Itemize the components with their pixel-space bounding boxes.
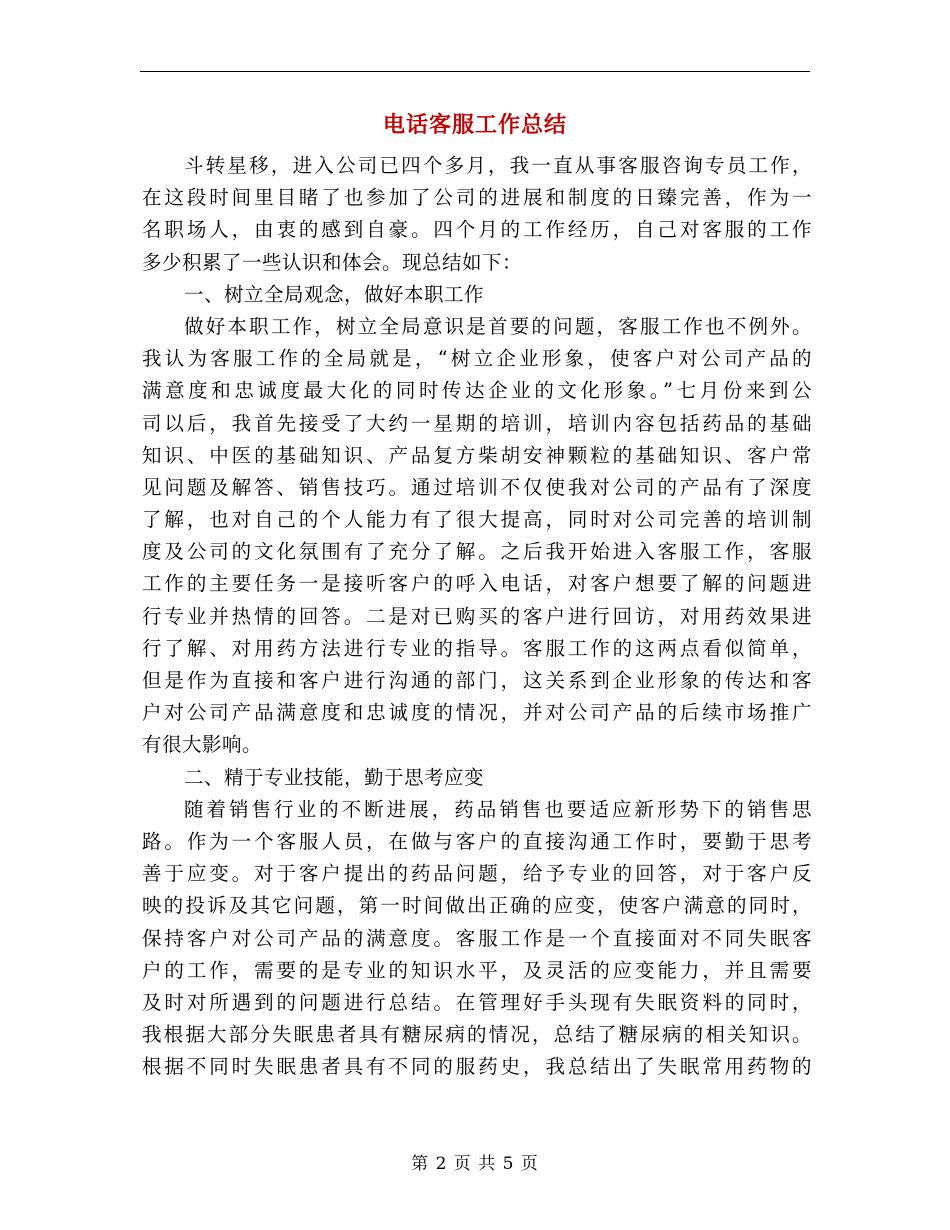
body-line: 户的工作，需要的是专业的知识水平，及灵活的应变能力，并且需要: [142, 958, 812, 982]
document-body: [142, 150, 812, 1083]
body-line: 根据不同时失眠患者具有不同的服药史，我总结出了失眠常用药物的: [142, 1055, 812, 1079]
body-line: 户对公司产品满意度和忠诚度的情况，并对公司产品的后续市场推广: [142, 701, 812, 725]
body-line: 在这段时间里目睹了也参加了公司的进展和制度的日臻完善，作为一: [142, 186, 812, 210]
body-line: 映的投诉及其它问题，第一时间做出正确的应变，使客户满意的同时，: [142, 894, 812, 918]
body-line: 知识、中医的基础知识、产品复方柴胡安神颗粒的基础知识、客户常: [142, 443, 812, 467]
body-line: 度及公司的文化氛围有了充分了解。之后我开始进入客服工作，客服: [142, 540, 812, 564]
body-line: 保持客户对公司产品的满意度。客服工作是一个直接面对不同失眠客: [142, 926, 812, 950]
body-line: 一、树立全局观念，做好本职工作: [184, 282, 485, 306]
body-line: 我根据大部分失眠患者具有糖尿病的情况，总结了糖尿病的相关知识。: [142, 1023, 812, 1047]
body-line: 多少积累了一些认识和体会。现总结如下：: [142, 250, 523, 274]
body-line: 二、精于专业技能，勤于思考应变: [184, 765, 485, 789]
document-title: 电话客服工作总结: [382, 112, 567, 138]
body-line: 行了解、对用药方法进行专业的指导。客服工作的这两点看似简单，: [142, 636, 812, 660]
body-line: 随着销售行业的不断进展，药品销售也要适应新形势下的销售思: [184, 797, 812, 821]
page-number: 第 2 页 共 5 页: [411, 1154, 539, 1174]
body-line: 司以后，我首先接受了大约一星期的培训，培训内容包括药品的基础: [142, 411, 812, 435]
body-line: 但是作为直接和客户进行沟通的部门，这关系到企业形象的传达和客: [142, 669, 812, 692]
body-line: 及时对所遇到的问题进行总结。在管理好手头现有失眠资料的同时，: [142, 990, 812, 1014]
body-line: 工作的主要任务一是接听客户的呼入电话，对客户想要了解的问题进: [142, 572, 812, 596]
header-rule: [140, 71, 810, 72]
body-line: 路。作为一个客服人员，在做与客户的直接沟通工作时，要勤于思考: [142, 829, 812, 853]
body-line: 了解，也对自己的个人能力有了很大提高，同时对公司完善的培训制: [142, 508, 812, 532]
body-line: 斗转星移，进入公司已四个多月，我一直从事客服咨询专员工作，: [184, 154, 812, 177]
body-line: 做好本职工作，树立全局意识是首要的问题，客服工作也不例外。: [184, 314, 812, 338]
body-line: 善于应变。对于客户提出的药品问题，给予专业的回答，对于客户反: [142, 862, 812, 886]
body-line: 行专业并热情的回答。二是对已购买的客户进行回访，对用药效果进: [142, 604, 812, 628]
body-line: 有很大影响。: [142, 733, 263, 757]
body-line: 满意度和忠诚度最大化的同时传达企业的文化形象。”七月份来到公: [142, 379, 812, 403]
body-line: 名职场人，由衷的感到自豪。四个月的工作经历，自己对客服的工作: [142, 218, 812, 242]
body-line: 见问题及解答、销售技巧。通过培训不仅使我对公司的产品有了深度: [142, 475, 812, 499]
body-line: 我认为客服工作的全局就是，“树立企业形象，使客户对公司产品的: [142, 347, 812, 371]
